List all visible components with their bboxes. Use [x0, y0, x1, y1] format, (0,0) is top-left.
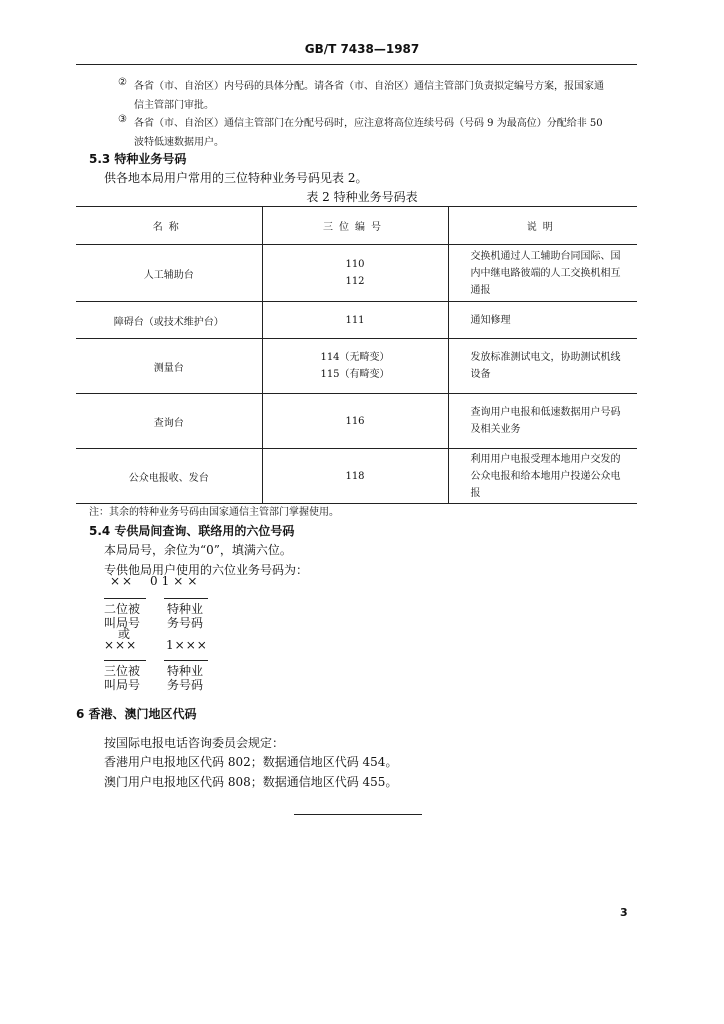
note-3-line2: 波特低速数据用户。 [134, 137, 224, 148]
column-header-code: 三位编号 [262, 207, 448, 245]
section-5-4-line1: 本局局号，余位为“0”，填满六位。 [104, 543, 292, 557]
format-1-left-brace [104, 598, 146, 599]
format-2-label-right-2: 务号码 [167, 678, 204, 692]
table-row [76, 302, 637, 339]
row-desc: 交换机通过人工辅助台同国际、国内中继电路彼端的人工交换机相互通报 [448, 245, 637, 302]
row-name: 公众电报收、发台 [76, 449, 262, 504]
end-rule [294, 814, 422, 815]
format-1-label-left-2: 叫局号 [104, 616, 141, 630]
format-2-right: 1××× [166, 638, 208, 652]
row-desc: 发放标准测试电文，协助测试机线设备 [448, 339, 637, 394]
section-5-3-text: 供各地本局用户常用的三位特种业务号码见表 2。 [104, 171, 368, 185]
column-header-name: 名称 [76, 207, 262, 245]
row-codes [262, 245, 448, 302]
table-caption: 表 2 特种业务号码表 [306, 190, 418, 204]
row-codes [262, 339, 448, 394]
or-label: 或 [118, 627, 131, 641]
row-name: 查询台 [76, 394, 262, 449]
column-header-desc: 说明 [448, 207, 637, 245]
format-1-label-right-1: 特种业 [167, 602, 204, 616]
row-codes [262, 394, 448, 449]
row-name: 测量台 [76, 339, 262, 394]
section-6-intro: 按国际电报电话咨询委员会规定： [104, 736, 285, 750]
format-2-label-left-2: 叫局号 [104, 678, 141, 692]
format-2-label-left-1: 三位被 [104, 664, 141, 678]
row-code: 114（无畸变） [320, 352, 390, 363]
section-5-4-heading: 5.4 专供局间查询、联络用的六位号码 [89, 524, 295, 538]
service-code-table [76, 206, 637, 504]
page-number: 3 [620, 906, 628, 919]
format-2-left-brace [104, 660, 146, 661]
row-codes [262, 449, 448, 504]
row-desc: 通知修理 [448, 302, 637, 339]
note-3-marker: ③ [118, 114, 127, 125]
row-code: 111 [345, 314, 365, 326]
format-1-left: ×× [110, 574, 135, 588]
row-code: 112 [345, 276, 365, 287]
row-name: 人工辅助台 [76, 245, 262, 302]
hong-kong-codes: 香港用户电报地区代码 802；数据通信地区代码 454。 [104, 755, 398, 769]
row-code: 115（有畸变） [320, 369, 390, 380]
format-2-right-brace [164, 660, 208, 661]
table-row [76, 339, 637, 394]
row-desc: 查询用户电报和低速数据用户号码及相关业务 [448, 394, 637, 449]
table-row [76, 245, 637, 302]
row-desc: 利用用户电报受理本地用户交发的公众电报和给本地用户投递公众电报 [448, 449, 637, 504]
table-header-row [76, 207, 637, 245]
format-2-left: ××× [104, 638, 138, 652]
table-row [76, 394, 637, 449]
note-2-marker: ② [118, 77, 127, 88]
format-1-right-brace [164, 598, 208, 599]
note-3-line1: 各省（市、自治区）通信主管部门在分配号码时，应注意将高位连续号码（号码 9 为最高位）分配给非 50 [134, 118, 603, 129]
macau-codes: 澳门用户电报地区代码 808；数据通信地区代码 455。 [104, 775, 398, 789]
table-note: 注：其余的特种业务号码由国家通信主管部门掌握使用。 [89, 507, 339, 518]
row-code: 110 [345, 259, 365, 270]
row-name: 障碍台（或技术维护台） [76, 302, 262, 339]
row-codes [262, 302, 448, 339]
document-header: GB/T 7438—1987 [304, 42, 420, 56]
format-1-label-right-2: 务号码 [167, 616, 204, 630]
row-code: 118 [345, 470, 365, 482]
section-5-4-line2: 专供他局用户使用的六位业务号码为： [104, 563, 309, 577]
table-row [76, 449, 637, 504]
format-1-label-left-1: 二位被 [104, 602, 141, 616]
section-5-3-heading: 5.3 特种业务号码 [89, 152, 187, 166]
note-2-line2: 信主管部门审批。 [134, 100, 214, 111]
row-code: 116 [345, 415, 365, 427]
format-1-right: 01×× [150, 574, 202, 588]
format-2-label-right-1: 特种业 [167, 664, 204, 678]
section-6-heading: 6 香港、澳门地区代码 [76, 707, 197, 721]
note-2-line1: 各省（市、自治区）内号码的具体分配。请各省（市、自治区）通信主管部门负责拟定编号方案，报国家通 [134, 81, 604, 92]
header-rule [76, 64, 637, 65]
